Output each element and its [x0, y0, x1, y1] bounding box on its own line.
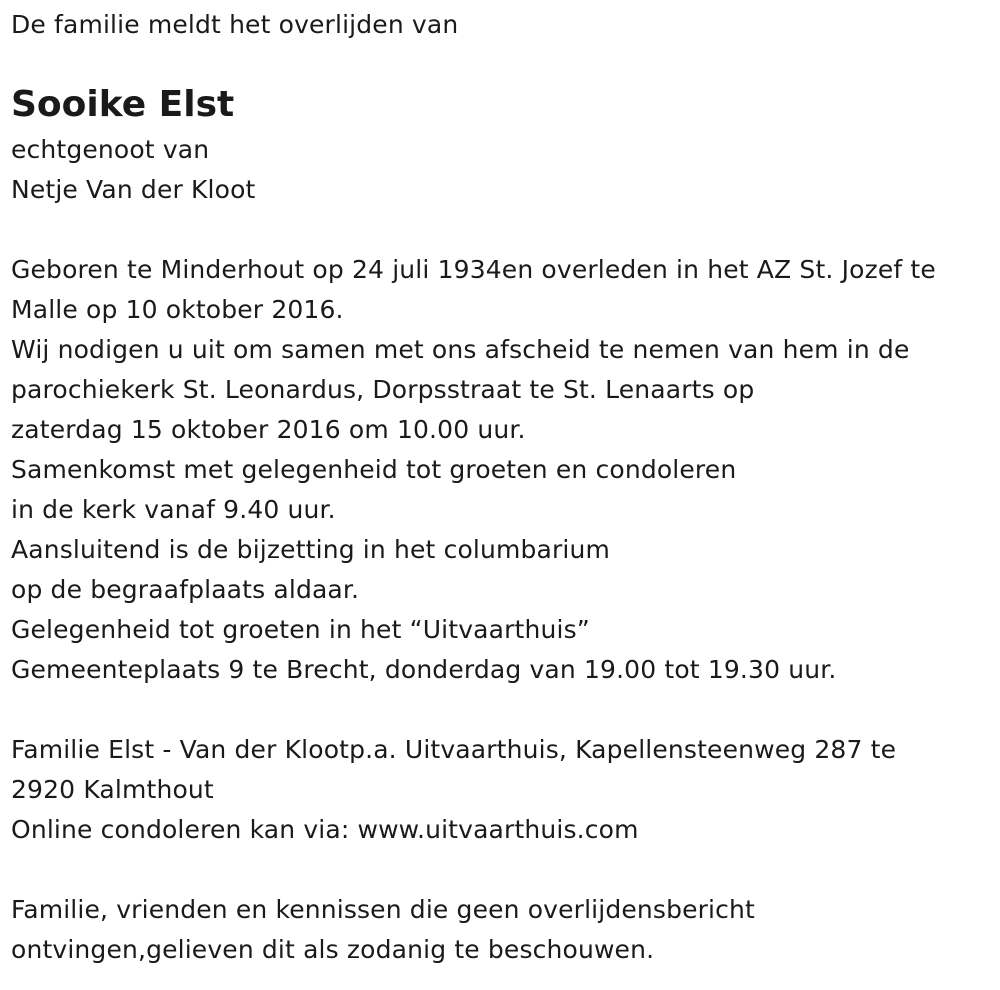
deceased-name: Sooike Elst — [11, 84, 235, 125]
details-line: Aansluitend is de bijzetting in het columbarium — [11, 535, 611, 564]
details-line: Gemeenteplaats 9 te Brecht, donderdag van 19.00 tot 19.30 uur. — [11, 655, 837, 684]
condolence-url-line: Online condoleren kan via: www.uitvaarthuis.com — [11, 815, 639, 844]
contact-line: Familie Elst - Van der Klootp.a. Uitvaarthuis, Kapellensteenweg 287 te — [11, 735, 897, 764]
obituary-notice — [11, 0, 996, 970]
closing-line: ontvingen,gelieven dit als zodanig te beschouwen. — [11, 935, 655, 964]
contact-block — [11, 730, 996, 850]
details-block — [11, 250, 996, 690]
closing-block — [11, 890, 996, 970]
spacer — [11, 850, 996, 890]
spacer — [11, 690, 996, 730]
details-line: in de kerk vanaf 9.40 uur. — [11, 495, 336, 524]
details-line: Gelegenheid tot groeten in het “Uitvaarthuis” — [11, 615, 590, 644]
closing-line: Familie, vrienden en kennissen die geen overlijdensbericht — [11, 895, 755, 924]
details-line: op de begraafplaats aldaar. — [11, 575, 360, 604]
details-line: parochiekerk St. Leonardus, Dorpsstraat te St. Lenaarts op — [11, 375, 755, 404]
details-line: Samenkomst met gelegenheid tot groeten en condoleren — [11, 455, 737, 484]
details-line: zaterdag 15 oktober 2016 om 10.00 uur. — [11, 415, 526, 444]
details-line: Wij nodigen u uit om samen met ons afscheid te nemen van hem in de — [11, 335, 910, 364]
relation-text: echtgenoot van — [11, 135, 210, 164]
contact-line: 2920 Kalmthout — [11, 775, 214, 804]
spacer — [11, 210, 996, 250]
details-line: Geboren te Minderhout op 24 juli 1934en overleden in het AZ St. Jozef te — [11, 255, 936, 284]
spouse-name: Netje Van der Kloot — [11, 175, 256, 204]
intro-text: De familie meldt het overlijden van — [11, 10, 459, 39]
details-line: Malle op 10 oktober 2016. — [11, 295, 344, 324]
